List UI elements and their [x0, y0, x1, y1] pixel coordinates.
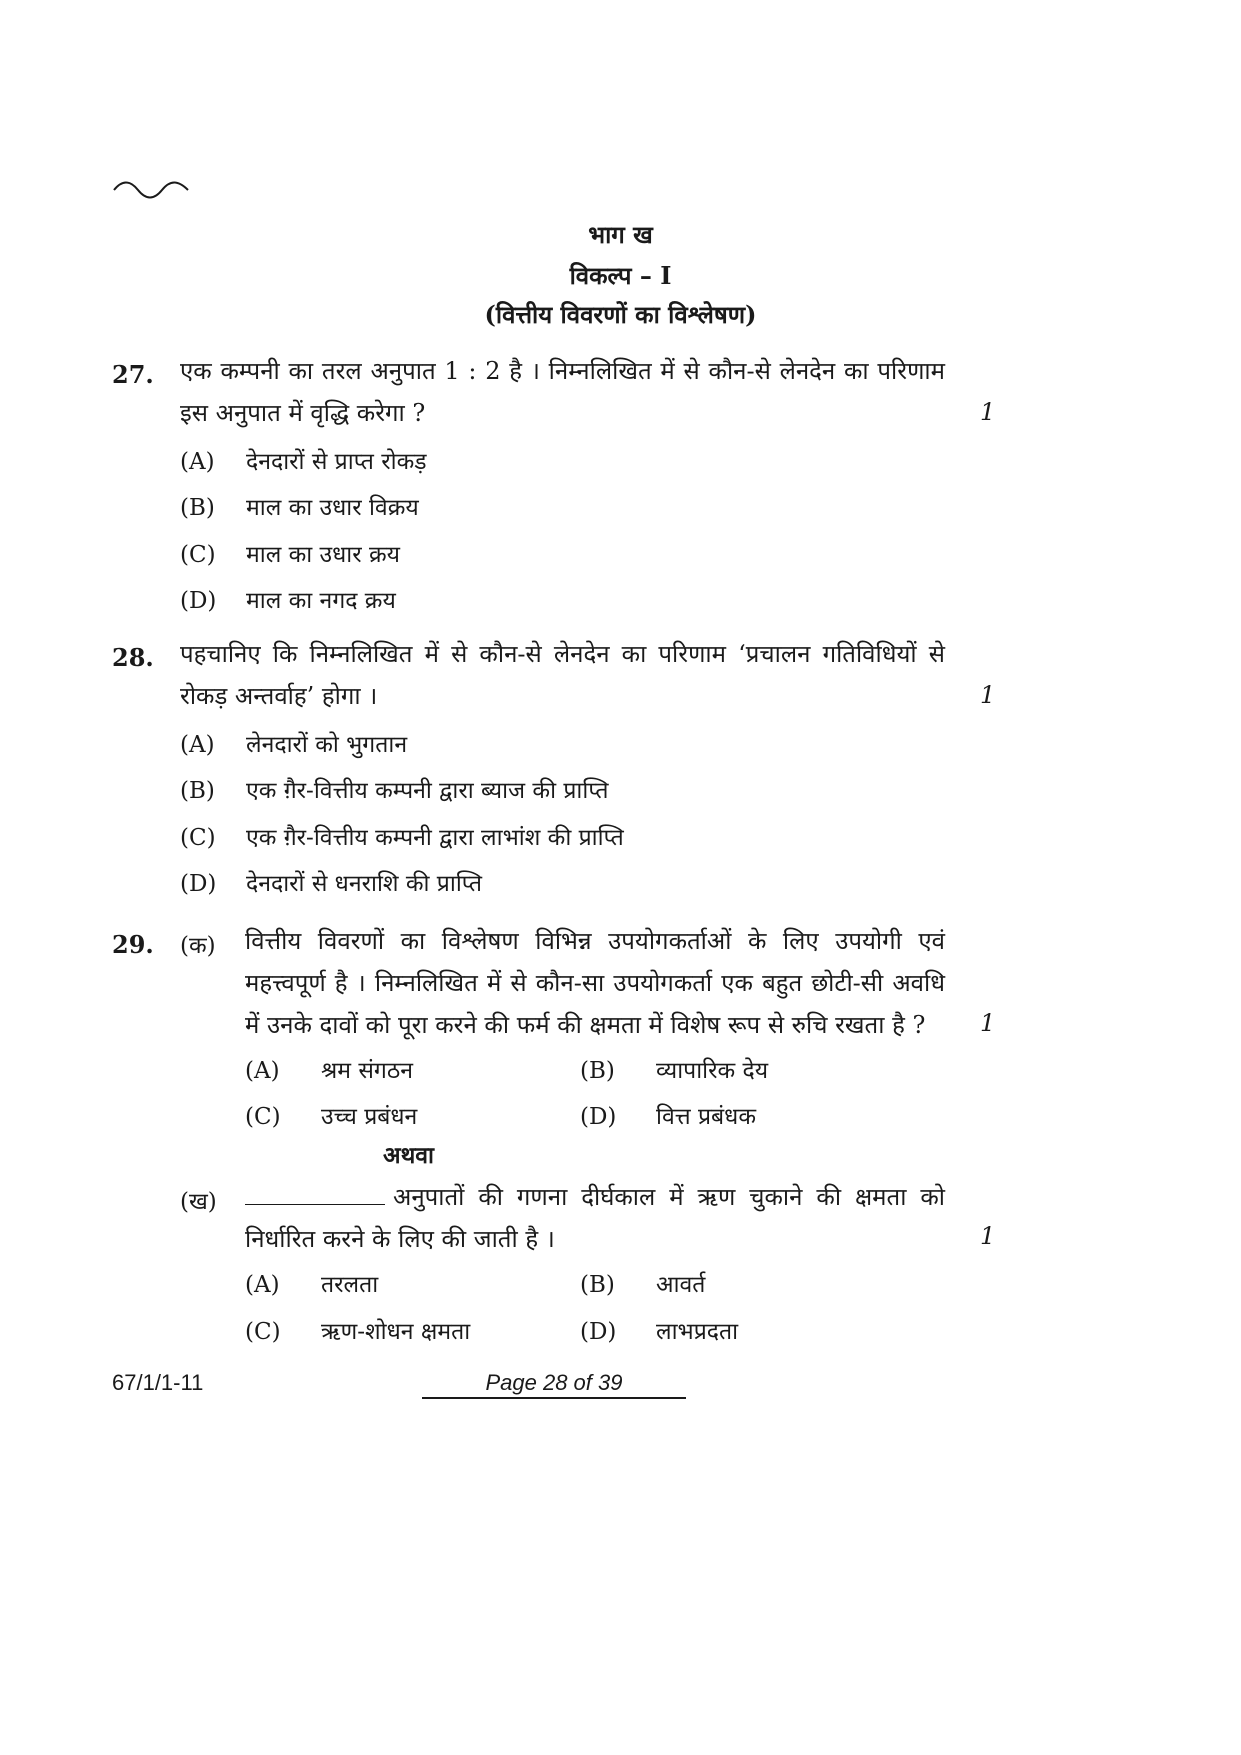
option-c: (C) एक ग़ैर-वित्तीय कम्पनी द्वारा लाभांश की प्राप्ति — [180, 825, 624, 851]
option-a: (A) तरलता — [245, 1272, 379, 1298]
option-c: (C) उच्च प्रबंधन — [245, 1104, 418, 1130]
option-b: (B) आवर्त — [580, 1272, 706, 1298]
option-a: (A) देनदारों से प्राप्त रोकड़ — [180, 449, 427, 475]
option-d: (D) माल का नगद क्रय — [180, 588, 396, 614]
question-number: 29. — [112, 930, 154, 959]
question-text: अनुपातों की गणना दीर्घकाल में ऋण चुकाने की क्षमता को निर्धारित करने के लिए की जाती है । — [245, 1176, 945, 1260]
question-marks: 1 — [980, 1222, 996, 1250]
question-text: वित्तीय विवरणों का विश्लेषण विभिन्न उपयोगकर्ताओं के लिए उपयोगी एवं महत्त्वपूर्ण है । निम्नलिखित में से कौन-सा उपयोगकर्ता एक बहुत छोटी-सी अवधि में उनके दावों को पूरा करने की फर्म की क्षमता में विशेष रूप से रुचि रखता है ? — [245, 927, 945, 1039]
question-text: एक कम्पनी का तरल अनुपात 1 : 2 है । निम्नलिखित में से कौन-से लेनदेन का परिणाम इस अनुपात में वृद्धि करेगा ? — [180, 357, 945, 427]
page-number: Page 28 of 39 — [485, 1370, 623, 1395]
option-c: (C) माल का उधार क्रय — [180, 542, 400, 568]
or-separator: अथवा — [383, 1142, 435, 1169]
wave-mark-icon — [112, 178, 192, 200]
question-text: पहचानिए कि निम्नलिखित में से कौन-से लेनदेन का परिणाम ‘प्रचालन गतिविधियों से रोकड़ अन्तर्वाह’ होगा । — [180, 640, 945, 710]
option-d: (D) लाभप्रदता — [580, 1319, 739, 1345]
option-b: (B) माल का उधार विक्रय — [180, 495, 419, 521]
sub-question-label: (क) — [180, 933, 216, 959]
part-heading: भाग ख — [588, 220, 653, 249]
question-number: 28. — [112, 643, 154, 672]
option-heading: विकल्प – I — [569, 261, 672, 290]
option-a: (A) श्रम संगठन — [245, 1058, 413, 1084]
option-b: (B) एक ग़ैर-वित्तीय कम्पनी द्वारा ब्याज की प्राप्ति — [180, 778, 609, 804]
question-marks: 1 — [980, 681, 996, 709]
footer-rule — [422, 1397, 686, 1399]
option-d: (D) वित्त प्रबंधक — [580, 1104, 756, 1130]
answer-blank — [245, 1178, 385, 1205]
option-a: (A) लेनदारों को भुगतान — [180, 732, 408, 758]
paper-code: 67/1/1-11 — [112, 1370, 204, 1395]
option-b: (B) व्यापारिक देय — [580, 1058, 769, 1084]
sub-question-label: (ख) — [180, 1189, 217, 1215]
question-marks: 1 — [980, 398, 996, 426]
subject-heading: (वित्तीय विवरणों का विश्लेषण) — [484, 300, 757, 329]
question-marks: 1 — [980, 1009, 996, 1037]
option-c: (C) ऋण-शोधन क्षमता — [245, 1319, 471, 1345]
option-d: (D) देनदारों से धनराशि की प्राप्ति — [180, 871, 482, 897]
question-number: 27. — [112, 360, 154, 389]
